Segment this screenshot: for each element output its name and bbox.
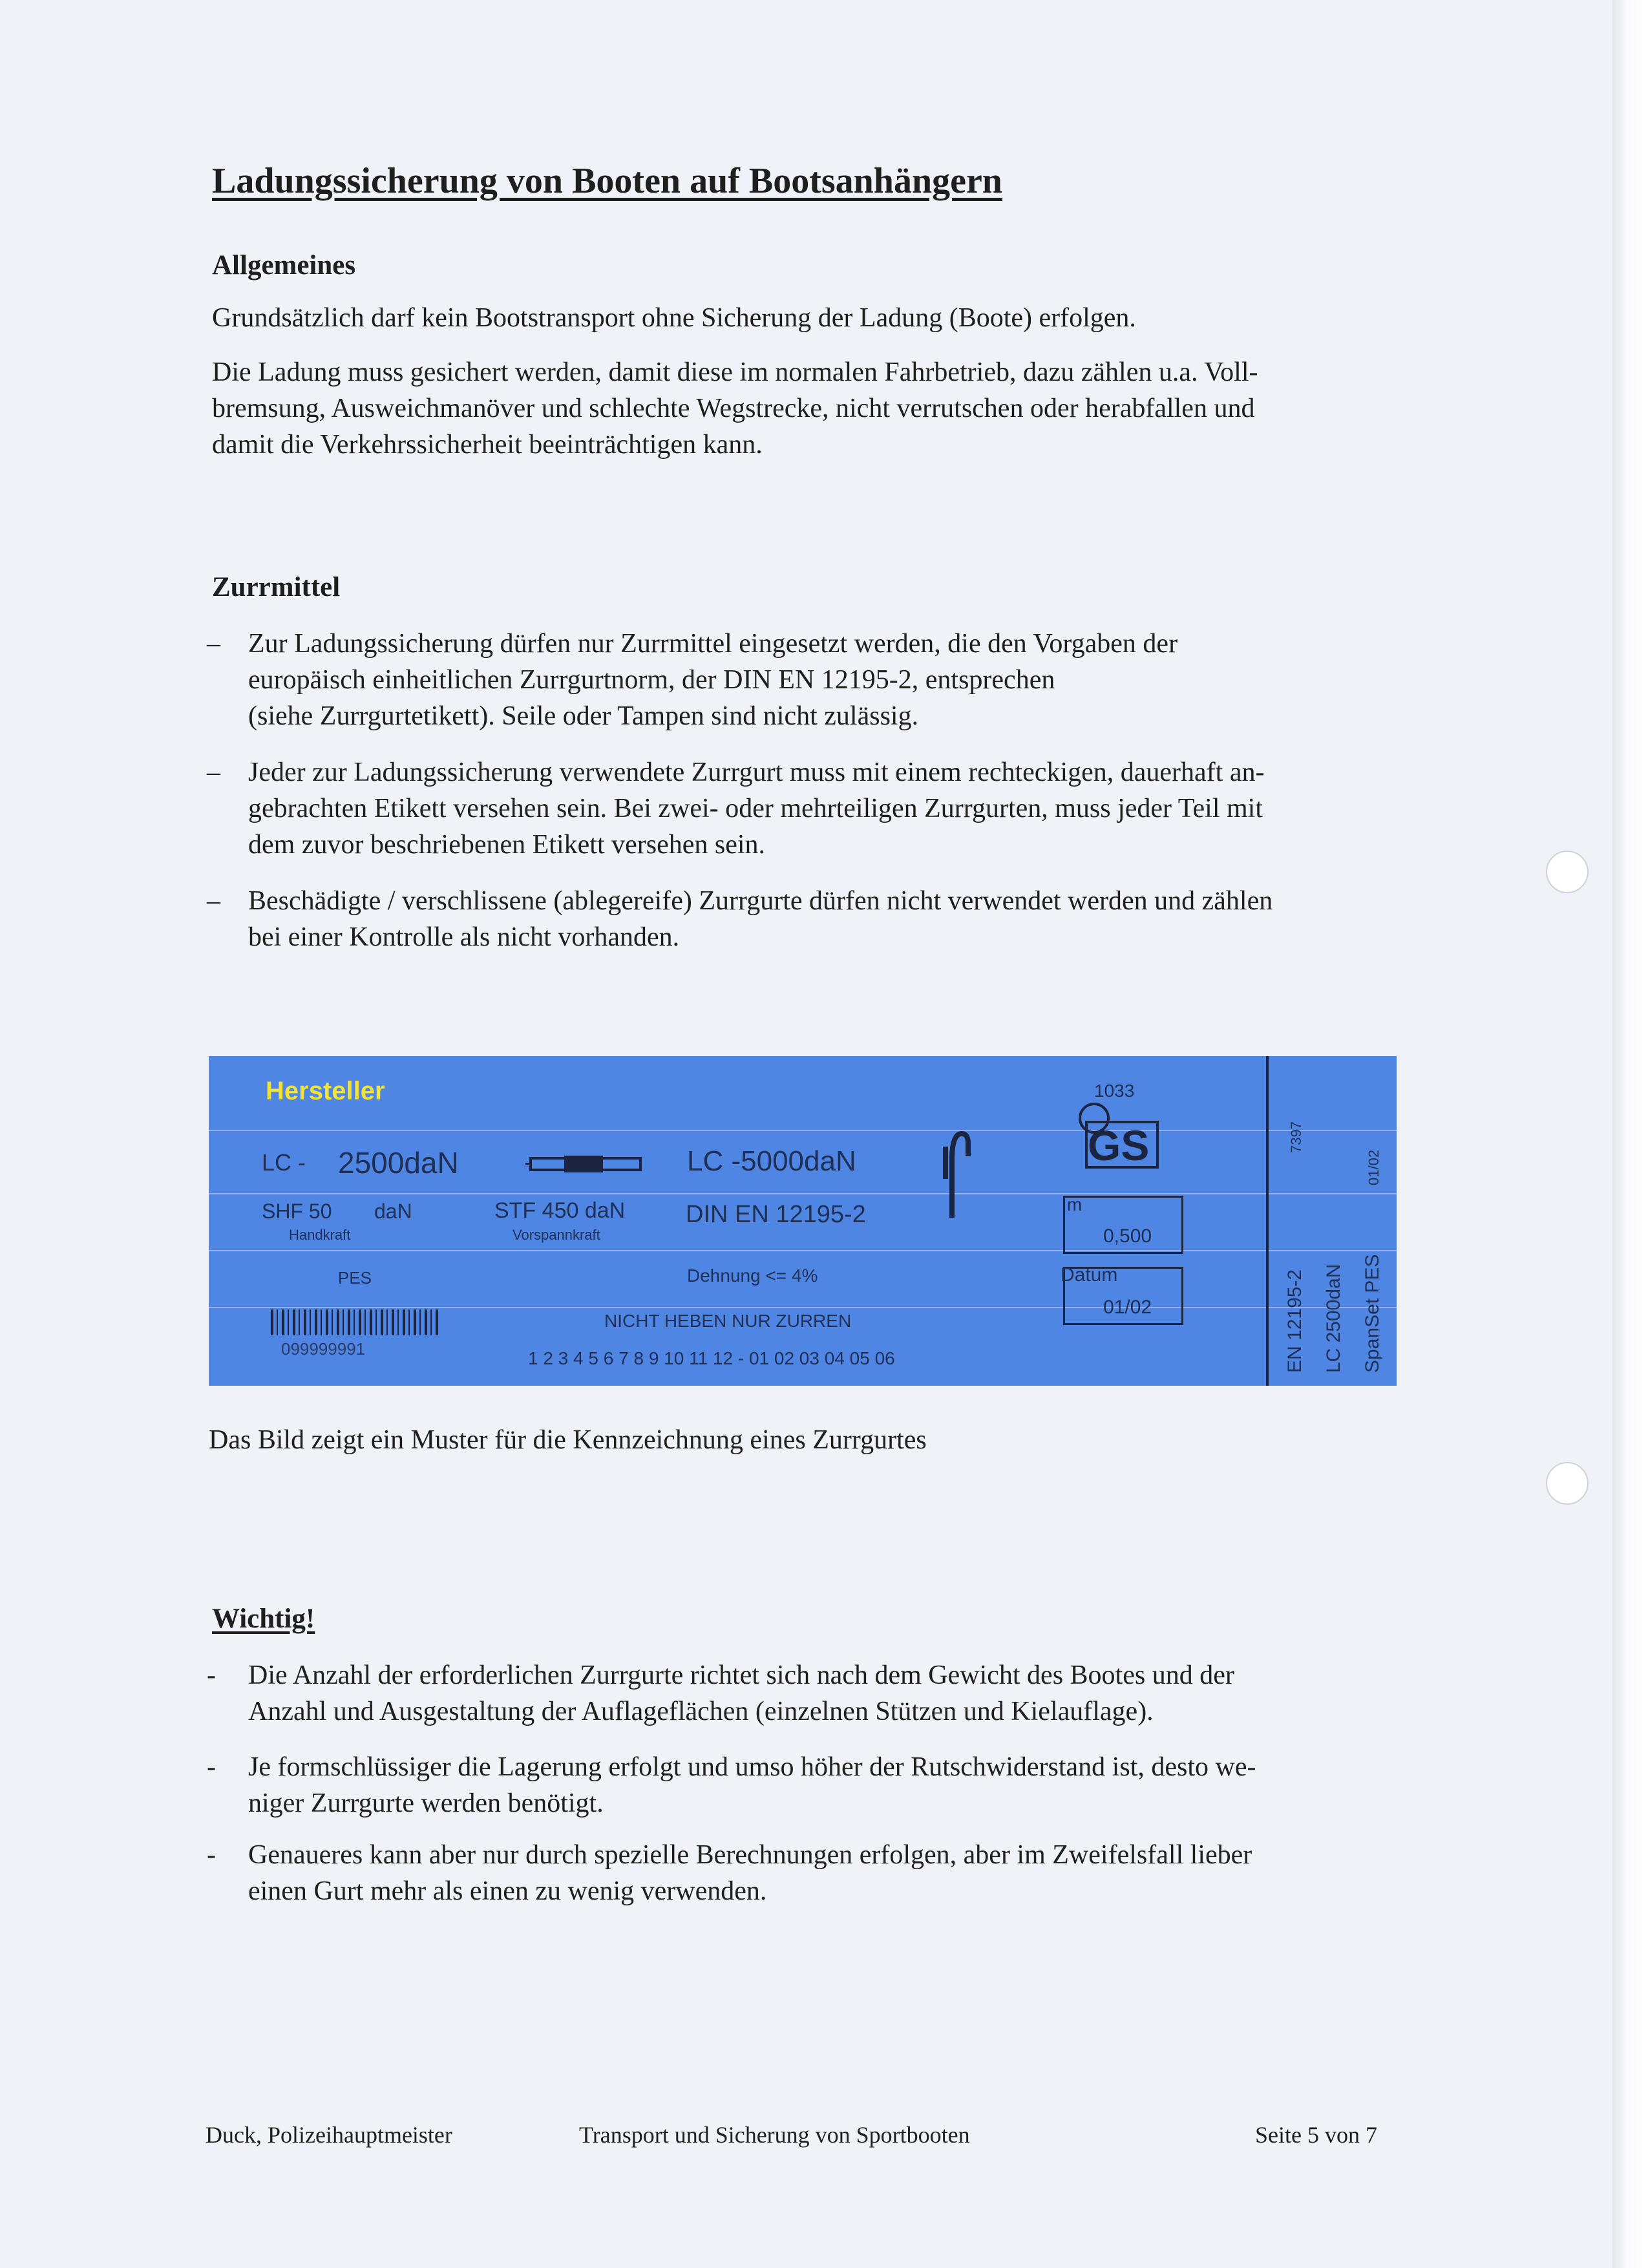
label-cert-number: 1033 — [1094, 1081, 1135, 1101]
label-length-label: m — [1067, 1194, 1083, 1214]
label-side-col3-top: 01/02 — [1366, 1149, 1382, 1185]
list-item-line: Die Anzahl der erforderlichen Zurrgurte richtet sich nach dem Gewicht des Bootes und der — [248, 1660, 1234, 1690]
barcode-icon — [271, 1309, 439, 1335]
list-dash: – — [207, 886, 220, 916]
label-lc-left: LC - — [262, 1149, 306, 1176]
label-stf: STF 450 daN — [494, 1198, 626, 1223]
footer-document-title: Transport und Sicherung von Sportbooten — [579, 2122, 970, 2148]
paragraph-line: bremsung, Ausweichmanöver und schlechte Wegstrecke, nicht verrutschen oder herabfallen und — [212, 394, 1255, 423]
list-dash: - — [207, 1660, 216, 1690]
heading-wichtig: Wichtig! — [212, 1604, 315, 1634]
list-item-line: Zur Ladungssicherung dürfen nur Zurrmittel eingesetzt werden, die den Vorgaben der — [248, 629, 1178, 659]
label-manufacturer: Hersteller — [266, 1077, 385, 1105]
heading-zurrmittel: Zurrmittel — [212, 572, 341, 602]
label-material: PES — [338, 1268, 372, 1288]
list-item-line: (siehe Zurrgurtetikett). Seile oder Tampen sind nicht zulässig. — [248, 701, 919, 731]
label-stripe — [209, 1250, 1397, 1251]
paragraph-line: Grundsätzlich darf kein Bootstransport ohne Sicherung der Ladung (Boote) erfolgen. — [212, 303, 1136, 333]
list-item-text — [248, 626, 1178, 734]
label-side-col2: LC 2500daN — [1323, 1264, 1344, 1373]
list-item-text — [248, 1657, 1234, 1730]
label-length-value: 0,500 — [1103, 1225, 1152, 1247]
paragraph-line: damit die Verkehrssicherheit beeinträchtigen kann. — [212, 430, 763, 460]
label-lc-left-value: 2500daN — [338, 1146, 459, 1180]
document-title: Ladungssicherung von Booten auf Bootsanhängern — [212, 161, 1002, 201]
paragraph-intro — [212, 300, 1427, 336]
footer-page-number: Seite 5 von 7 — [1255, 2122, 1377, 2148]
label-side-col1: EN 12195-2 — [1284, 1269, 1305, 1373]
label-dates-row: 1 2 3 4 5 6 7 8 9 10 11 12 - 01 02 03 04 05 06 — [528, 1348, 895, 1368]
label-shf-unit: daN — [374, 1200, 412, 1223]
label-stripe — [209, 1130, 1397, 1131]
punch-hole-top — [1546, 851, 1589, 893]
list-dash: – — [207, 758, 220, 787]
list-item-line: europäisch einheitlichen Zurrgurtnorm, der DIN EN 12195-2, entsprechen — [248, 665, 1055, 695]
list-item-line: einen Gurt mehr als einen zu wenig verwenden. — [248, 1876, 767, 1906]
label-side-col3: SpanSet PES — [1362, 1254, 1383, 1373]
list-item-line: bei einer Kontrolle als nicht vorhanden. — [248, 922, 680, 952]
list-dash: - — [207, 1752, 216, 1782]
label-lc-right: LC -5000daN — [687, 1145, 856, 1177]
list-item-line: Beschädigte / verschlissene (ablegereife) Zurrgurte dürfen nicht verwendet werden und zählen — [248, 886, 1273, 916]
list-dash: - — [207, 1840, 216, 1870]
lashing-strap-label-image — [209, 1056, 1397, 1386]
list-item-text — [248, 883, 1273, 955]
label-shf: SHF 50 — [262, 1200, 332, 1223]
footer-author: Duck, Polizeihauptmeister — [206, 2122, 452, 2148]
label-cert-mark: GS — [1088, 1121, 1150, 1169]
paragraph-line: Die Ladung muss gesichert werden, damit diese im normalen Fahrbetrieb, dazu zählen u.a. Voll- — [212, 357, 1258, 387]
paragraph-ladung — [212, 354, 1427, 463]
list-item-text — [248, 754, 1264, 863]
label-divider — [1266, 1056, 1269, 1386]
list-item-line: Genaueres kann aber nur durch spezielle Berechnungen erfolgen, aber im Zweifelsfall lieber — [248, 1840, 1252, 1870]
list-item-text — [248, 1837, 1252, 1909]
ratchet-icon — [525, 1152, 648, 1178]
image-caption: Das Bild zeigt ein Muster für die Kennzeichnung eines Zurrgurtes — [209, 1425, 927, 1455]
label-stripe — [209, 1307, 1397, 1308]
list-dash: – — [207, 629, 220, 659]
list-item-line: dem zuvor beschriebenen Etikett versehen sein. — [248, 830, 766, 860]
list-item-text — [248, 1749, 1256, 1821]
label-handkraft: Handkraft — [289, 1227, 351, 1243]
label-norm: DIN EN 12195-2 — [686, 1201, 866, 1228]
punch-hole-bottom — [1546, 1462, 1589, 1505]
label-stripe — [209, 1193, 1397, 1194]
list-item-line: Jeder zur Ladungssicherung verwendete Zurrgurt muss mit einem rechteckigen, dauerhaft an- — [248, 758, 1265, 787]
label-datum-label: Datum — [1061, 1264, 1118, 1286]
label-side-col1-top: 7397 — [1288, 1121, 1304, 1153]
heading-allgemeines: Allgemeines — [212, 250, 356, 281]
list-item-line: niger Zurrgurte werden benötigt. — [248, 1788, 604, 1818]
list-item-line: Anzahl und Ausgestaltung der Auflageflächen (einzelnen Stützen und Kielauflage). — [248, 1697, 1154, 1726]
label-vorspannkraft: Vorspannkraft — [512, 1227, 600, 1243]
paper-edge — [1612, 0, 1648, 2268]
label-barcode-number: 099999991 — [281, 1339, 366, 1359]
list-item-line: Je formschlüssiger die Lagerung erfolgt und umso höher der Rutschwiderstand ist, desto we- — [248, 1752, 1256, 1782]
hook-icon — [933, 1121, 971, 1224]
list-item-line: gebrachten Etikett versehen sein. Bei zwei- oder mehrteiligen Zurrgurten, muss jeder Teil mit — [248, 794, 1263, 823]
label-datum-value: 01/02 — [1103, 1297, 1152, 1318]
label-dehnung: Dehnung <= 4% — [687, 1266, 818, 1286]
label-warning: NICHT HEBEN NUR ZURREN — [604, 1311, 852, 1331]
